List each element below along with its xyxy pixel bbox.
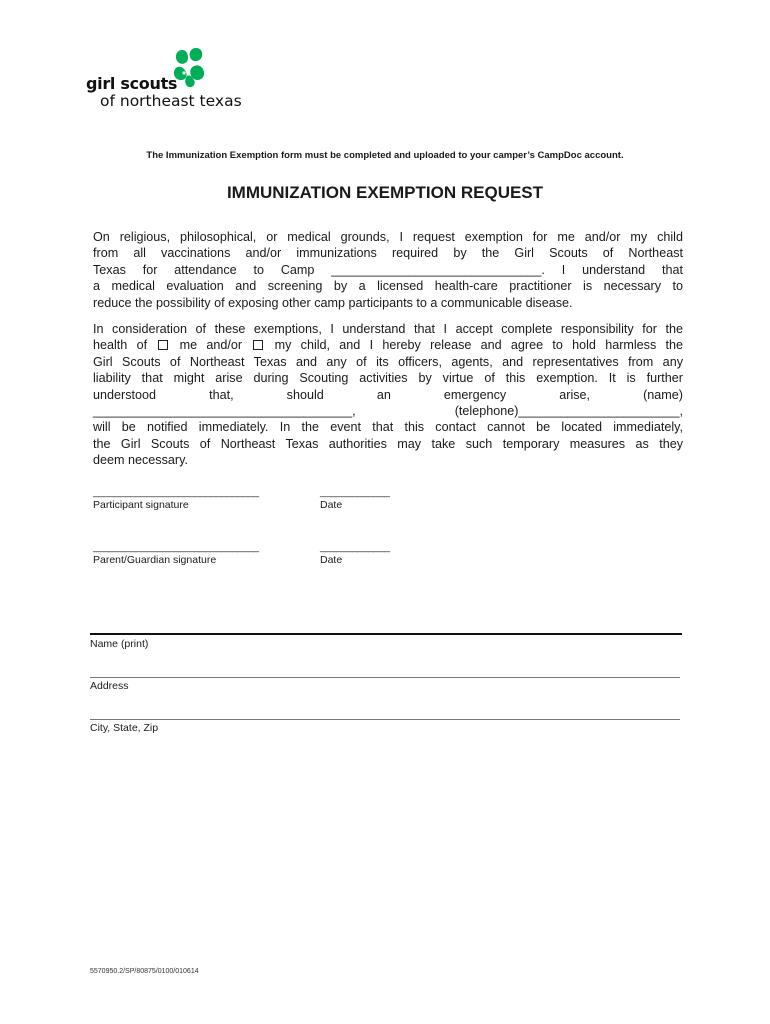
paragraph-line: In consideration of these exemptions, I understand that I accept complete responsibility for the (93, 322, 683, 336)
name-label-hint: (print) (120, 638, 149, 650)
parent-date-line[interactable]: _____________ (320, 541, 390, 553)
paragraph-text: me and/or (179, 338, 243, 353)
paragraph-line: from all vaccinations and/or immunizations required by the Girl Scouts of Northeast (93, 246, 683, 261)
parent-signature-line[interactable]: _______________________________ (93, 541, 259, 553)
camp-name-line[interactable]: Texas for attendance to Camp ______________________________. I understand that (93, 262, 683, 277)
parent-signature-label: Parent/Guardian signature (93, 554, 217, 566)
paragraph-line: On religious, philosophical, or medical grounds, I request exemption for me and/or my child (93, 230, 683, 244)
form-title: IMMUNIZATION EXEMPTION REQUEST (226, 183, 544, 202)
my-child-checkbox[interactable] (253, 340, 263, 350)
name-label-text: Name (90, 638, 119, 650)
document-code: 5570950.2/SP/80875/0100/010614 (90, 968, 199, 975)
paragraph-line: a medical evaluation and screening by a licensed health-care practitioner is necessary to (93, 279, 683, 294)
paragraph-line: Girl Scouts of Northeast Texas and any of its officers, agents, and representatives from any (93, 354, 683, 369)
participant-date-label: Date (320, 499, 343, 511)
paragraph-line: deem necessary. (93, 453, 188, 468)
upload-notice: The Immunization Exemption form must be completed and uploaded to your camper’s CampDoc account. (146, 150, 624, 161)
liability-release-paragraph (93, 321, 683, 469)
trefoil-icon (172, 46, 208, 88)
address-field-line[interactable] (90, 677, 680, 678)
paragraph-line: the Girl Scouts of Northeast Texas authorities may take such temporary measures as they (93, 436, 683, 451)
paragraph-line: understood that, should an emergency arise, (name) (93, 387, 683, 402)
organization-logo (86, 46, 256, 112)
me-checkbox[interactable] (158, 340, 168, 350)
paragraph-text: health of (93, 338, 148, 353)
emergency-contact-line[interactable]: _____________________________________, (telephone)_______________________, (93, 404, 683, 419)
participant-signature-line[interactable]: _______________________________ (93, 486, 259, 498)
paragraph-line: liability that might arise during Scouting activities by virtue of this exemption. It is further (93, 371, 683, 386)
paragraph-line: reduce the possibility of exposing other camp participants to a communicable disease. (93, 295, 573, 310)
city-state-zip-field-label: City, State, Zip (90, 722, 159, 734)
parent-date-label: Date (320, 554, 343, 566)
name-field-line[interactable] (90, 633, 682, 635)
paragraph-line: will be notified immediately. In the event that this contact cannot be located immediately, (93, 420, 683, 435)
logo-wordmark-line2: of northeast texas (100, 92, 242, 110)
paragraph-line (93, 337, 683, 353)
logo-wordmark-line1: girl scouts (86, 74, 178, 93)
participant-date-line[interactable]: _____________ (320, 486, 390, 498)
city-state-zip-field-line[interactable] (90, 719, 680, 720)
exemption-request-paragraph (93, 229, 683, 311)
name-field-label (90, 638, 148, 650)
participant-signature-label: Participant signature (93, 499, 189, 511)
paragraph-text: my child, and I hereby release and agree to hold harmless the (274, 338, 684, 353)
address-field-label: Address (90, 680, 129, 692)
